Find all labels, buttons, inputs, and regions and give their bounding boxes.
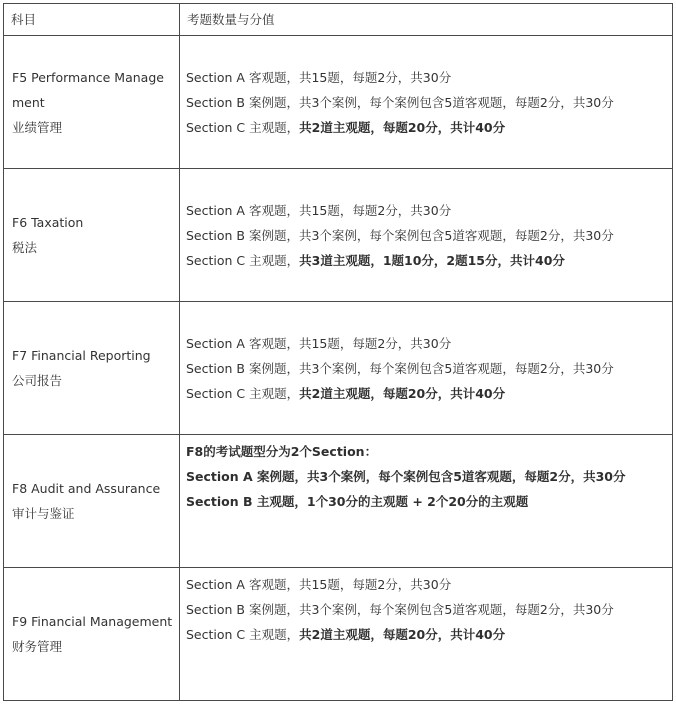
header-content: 考题数量与分值 — [187, 12, 275, 27]
subject-en: F6 Taxation — [12, 215, 84, 230]
line-text: Section C 主观题， — [186, 252, 300, 268]
subject-cn: 公司报告 — [12, 373, 63, 388]
line-text: Section C 主观题， — [186, 627, 300, 642]
line-bold: 共3道主观题，1题10分，2题15分，共计40分 — [299, 252, 565, 268]
content-line — [186, 248, 666, 273]
content-cell — [180, 302, 673, 435]
line-text: Section B 案例题，共3个案例，每个案例包含5道客观题，每题2分，共30分 — [186, 227, 614, 243]
subject-cell — [4, 36, 180, 169]
header-row — [4, 4, 673, 36]
content-line — [186, 90, 666, 115]
subject-cell — [4, 435, 180, 568]
line-bold: Section A 案例题，共3个案例，每个案例包含5道客观题，每题2分，共30分 — [186, 469, 626, 484]
table-row — [4, 169, 673, 302]
subject-cn: 审计与鉴证 — [12, 506, 75, 521]
line-text: Section C 主观题， — [186, 119, 300, 135]
content-block — [186, 568, 666, 647]
content-line — [186, 597, 666, 622]
content-line — [186, 198, 666, 223]
subject-cn: 财务管理 — [12, 639, 63, 654]
content-line — [186, 622, 666, 647]
content-line — [186, 439, 666, 464]
content-line — [186, 65, 666, 90]
exam-table — [3, 3, 673, 701]
line-text: Section B 案例题，共3个案例，每个案例包含5道客观题，每题2分，共30分 — [186, 602, 614, 617]
content-line — [186, 115, 666, 140]
subject-cn: 税法 — [12, 240, 38, 255]
header-subject-cell — [4, 4, 180, 36]
line-text: Section A 客观题，共15题，每题2分，共30分 — [186, 69, 452, 85]
content-cell — [180, 36, 673, 169]
table-row — [4, 302, 673, 435]
content-line — [186, 223, 666, 248]
line-text: Section A 客观题，共15题，每题2分，共30分 — [186, 202, 452, 218]
line-bold: 共2道主观题，每题20分，共计40分 — [299, 385, 506, 401]
content-line — [186, 381, 666, 406]
content-line — [186, 331, 666, 356]
line-text: Section A 客观题，共15题，每题2分，共30分 — [186, 335, 452, 351]
table-row — [4, 568, 673, 701]
line-bold: 共2道主观题，每题20分，共计40分 — [299, 119, 506, 135]
subject-en: F8 Audit and Assurance — [12, 481, 161, 496]
content-cell — [180, 568, 673, 701]
table-row — [4, 36, 673, 169]
content-line — [186, 464, 666, 489]
content-cell — [180, 169, 673, 302]
subject-en: F9 Financial Management — [12, 614, 173, 629]
subject-en: F7 Financial Reporting — [12, 348, 151, 363]
line-bold: Section B 主观题，1个30分的主观题 + 2个20分的主观题 — [186, 494, 529, 509]
line-text: Section B 案例题，共3个案例，每个案例包含5道客观题，每题2分，共30分 — [186, 94, 614, 110]
line-text: Section A 客观题，共15题，每题2分，共30分 — [186, 577, 452, 592]
header-subject: 科目 — [11, 12, 37, 27]
line-text: Section C 主观题， — [186, 385, 300, 401]
subject-cell — [4, 302, 180, 435]
content-line — [186, 489, 666, 514]
line-bold: 共2道主观题，每题20分，共计40分 — [299, 627, 506, 642]
line-bold: F8的考试题型分为2个Section： — [186, 444, 378, 459]
line-text: Section B 案例题，共3个案例，每个案例包含5道客观题，每题2分，共30分 — [186, 360, 614, 376]
content-cell — [180, 435, 673, 568]
subject-cn: 业绩管理 — [12, 119, 63, 135]
table-row — [4, 435, 673, 568]
subject-cell — [4, 568, 180, 701]
content-line — [186, 356, 666, 381]
subject-cell — [4, 169, 180, 302]
header-content-cell — [180, 4, 673, 36]
content-block — [186, 435, 666, 514]
subject-en: F5 Performance Management — [12, 69, 164, 110]
content-line — [186, 572, 666, 597]
